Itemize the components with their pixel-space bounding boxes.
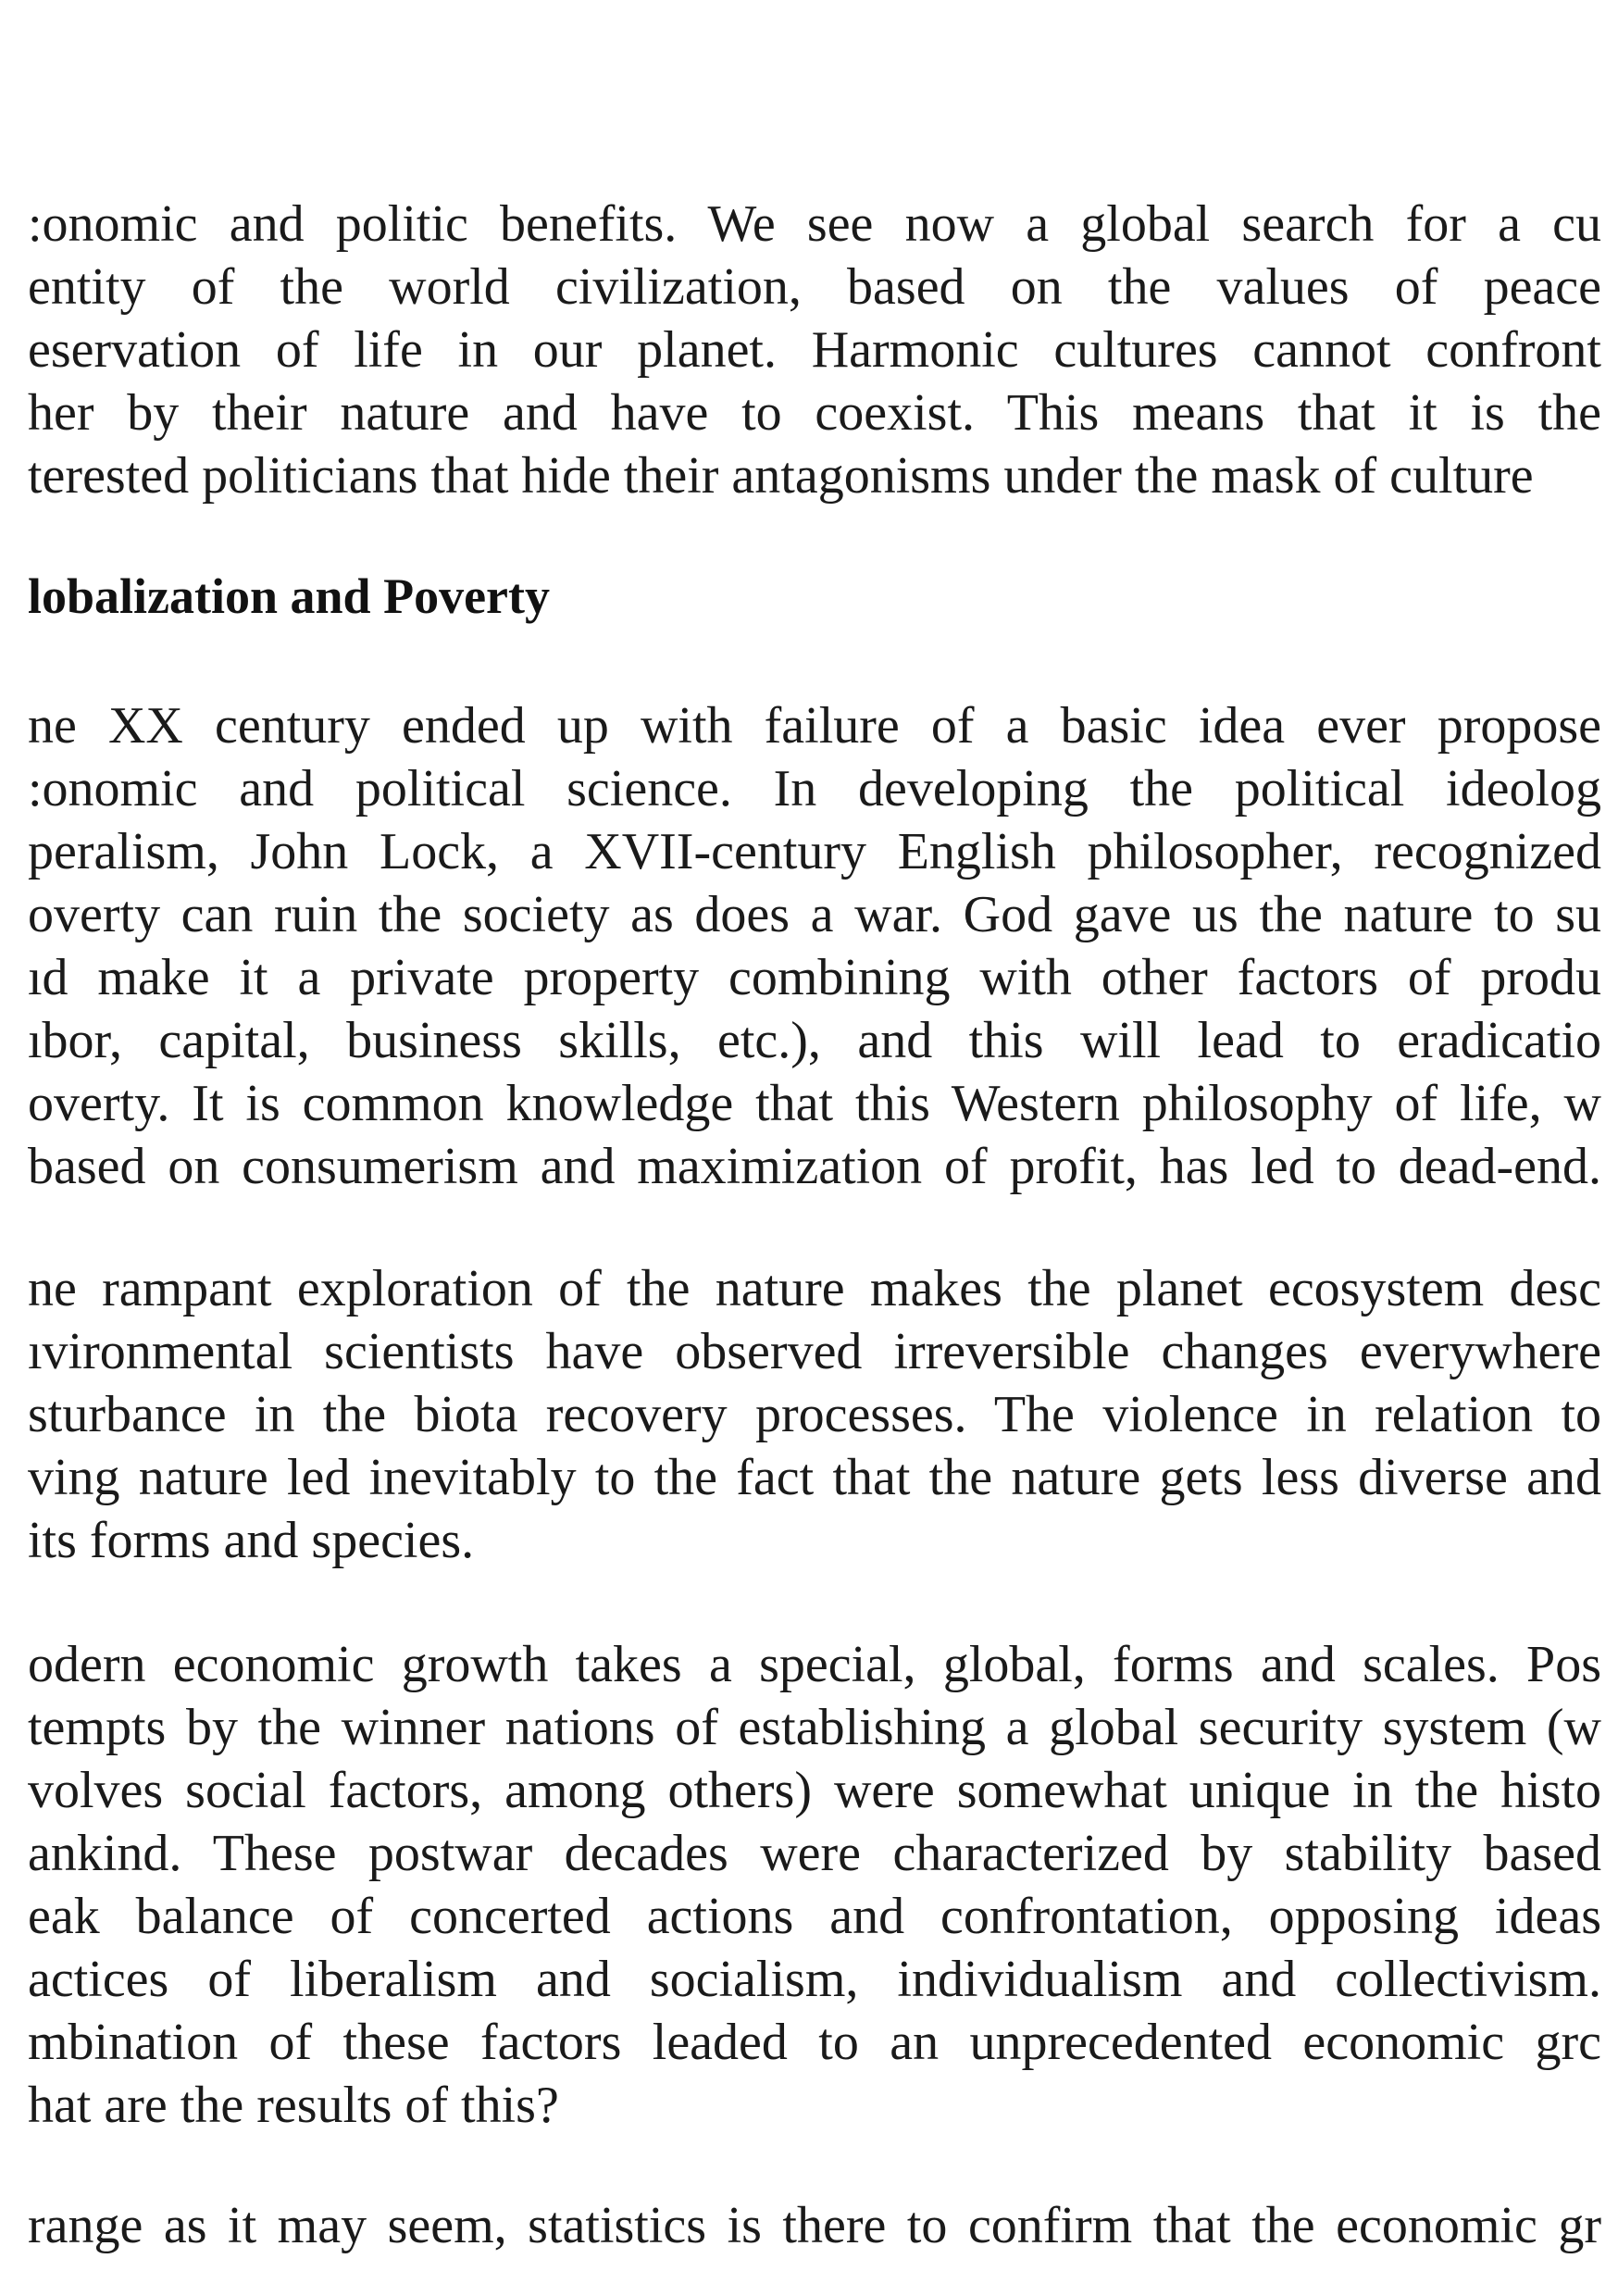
text-line: eservation of life in our planet. Harmonic cultures cannot confront <box>28 321 1601 379</box>
text-line: peralism, John Lock, a XVII-century English philosopher, recognized <box>28 823 1601 880</box>
text-line: entity of the world civilization, based on the values of peace <box>28 258 1601 316</box>
text-line: ne rampant exploration of the nature makes the planet ecosystem desc <box>28 1260 1601 1317</box>
text-line: odern economic growth takes a special, global, forms and scales. Pos <box>28 1636 1601 1693</box>
text-line: her by their nature and have to coexist. This means that it is the <box>28 384 1601 442</box>
text-line: its forms and species. <box>28 1512 475 1569</box>
text-line: range as it may seem, statistics is there to confirm that the economic gr <box>28 2197 1601 2254</box>
text-line: volves social factors, among others) were somewhat unique in the histo <box>28 1762 1601 1819</box>
text-line: ıvironmental scientists have observed irreversible changes everywhere <box>28 1323 1601 1380</box>
text-line: ıd make it a private property combining with other factors of produ <box>28 949 1601 1006</box>
text-line: :onomic and political science. In developing the political ideolog <box>28 760 1601 817</box>
text-line: :onomic and politic benefits. We see now a global search for a cu <box>28 195 1601 253</box>
text-line: ving nature led inevitably to the fact that the nature gets less diverse and <box>28 1449 1601 1506</box>
text-line: tempts by the winner nations of establishing a global security system (w <box>28 1699 1601 1756</box>
text-line: hat are the results of this? <box>28 2077 559 2134</box>
text-line: ankind. These postwar decades were characterized by stability based <box>28 1825 1601 1882</box>
text-line: based on consumerism and maximization of profit, has led to dead-end. <box>28 1138 1601 1195</box>
text-line: overty can ruin the society as does a war. God gave us the nature to su <box>28 886 1601 943</box>
section-heading: lobalization and Poverty <box>28 568 550 624</box>
text-line: overty. It is common knowledge that this Western philosophy of life, w <box>28 1075 1601 1132</box>
text-line: terested politicians that hide their antagonisms under the mask of culture <box>28 447 1534 505</box>
text-line: ıbor, capital, business skills, etc.), and this will lead to eradicatio <box>28 1012 1601 1069</box>
text-line: sturbance in the biota recovery processes. The violence in relation to <box>28 1386 1601 1443</box>
text-line: ne XX century ended up with failure of a basic idea ever propose <box>28 697 1601 755</box>
text-line: actices of liberalism and socialism, individualism and collectivism. <box>28 1951 1601 2008</box>
text-line: eak balance of concerted actions and confrontation, opposing ideas <box>28 1888 1601 1945</box>
text-line: mbination of these factors leaded to an unprecedented economic grc <box>28 2014 1601 2071</box>
